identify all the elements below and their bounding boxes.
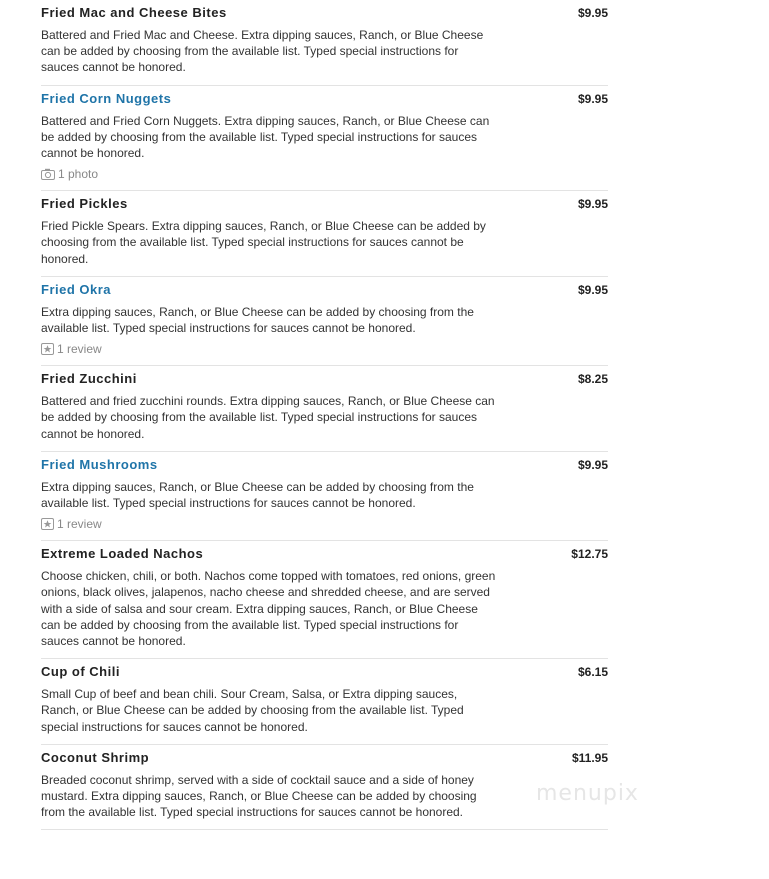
- menu-item: [41, 86, 608, 192]
- star-icon: [41, 518, 54, 530]
- item-description: Extra dipping sauces, Ranch, or Blue Cheese can be added by choosing from the available list. Typed special instructions for sauces cannot be honored.: [41, 479, 474, 511]
- item-name: Fried Zucchini: [41, 371, 137, 387]
- item-price: $9.95: [577, 457, 608, 472]
- photo-count: 1 photo: [58, 167, 99, 182]
- watermark-logo: menupix: [536, 781, 639, 806]
- item-price: $12.75: [571, 547, 608, 562]
- item-description: Extra dipping sauces, Ranch, or Blue Cheese can be added by choosing from the available list. Typed special instructions for sauces cannot be honored.: [41, 304, 474, 336]
- item-description: Small Cup of beef and bean chili. Sour Cream, Salsa, or Extra dipping sauces, Ranch, or Blue Cheese can be added by choosing from the available list. Typed special instructions for sauces cannot be honored.: [41, 687, 464, 734]
- menu-item: [41, 191, 608, 277]
- item-name: Coconut Shrimp: [41, 749, 150, 765]
- item-name: Fried Pickles: [41, 196, 128, 212]
- star-icon: [41, 343, 54, 355]
- item-description: Choose chicken, chili, or both. Nachos come topped with tomatoes, red onions, green onions, black olives, jalapenos, nacho cheese and shredded cheese, and are served with a side of salsa and sour cream. Extra dipping sauces, Ranch, or Blue Cheese can be added by choosing from the available list. Typed special instructions for sauces cannot be honored.: [41, 569, 496, 649]
- item-price: $9.95: [577, 6, 608, 20]
- item-name: Fried Mac and Cheese Bites: [41, 5, 227, 20]
- item-name-link[interactable]: Fried Corn Nuggets: [41, 90, 172, 106]
- menu-item: [41, 366, 608, 452]
- item-price: $9.95: [577, 91, 608, 106]
- item-price: $6.15: [577, 665, 608, 680]
- item-name-link[interactable]: Fried Okra: [41, 281, 112, 297]
- item-name: Extreme Loaded Nachos: [41, 546, 204, 562]
- item-description: Battered and Fried Mac and Cheese. Extra dipping sauces, Ranch, or Blue Cheese can be added by choosing from the available list. Typed special instructions for sauces cannot be honored.: [41, 28, 484, 75]
- item-price: $8.25: [577, 372, 608, 387]
- menu-item: [41, 541, 608, 659]
- photo-link[interactable]: [41, 167, 608, 181]
- menu-item: [41, 452, 608, 541]
- menu-list: [41, 0, 608, 830]
- item-description: Battered and Fried Corn Nuggets. Extra dipping sauces, Ranch, or Blue Cheese can be added by choosing from the available list. Typed special instructions for sauces cannot be honored.: [41, 113, 490, 161]
- item-description: Battered and fried zucchini rounds. Extra dipping sauces, Ranch, or Blue Cheese can be added by choosing from the available list. Typed special instructions for sauces cannot be honored.: [41, 394, 495, 441]
- menu-item: [41, 277, 608, 366]
- item-price: $9.95: [577, 282, 608, 297]
- review-link[interactable]: [41, 342, 608, 356]
- menu-item: [41, 659, 608, 745]
- review-count: 1 review: [57, 517, 102, 532]
- item-description: Fried Pickle Spears. Extra dipping sauces, Ranch, or Blue Cheese can be added by choosing from the available list. Typed special instructions for sauces cannot be honored.: [41, 219, 486, 266]
- review-link[interactable]: [41, 517, 608, 531]
- camera-icon: [41, 168, 55, 180]
- item-price: $9.95: [577, 197, 608, 212]
- item-name-link[interactable]: Fried Mushrooms: [41, 456, 158, 472]
- item-name: Cup of Chili: [41, 664, 120, 680]
- review-count: 1 review: [57, 342, 102, 357]
- item-price: $11.95: [571, 750, 608, 765]
- menu-item: [41, 0, 608, 86]
- menu-item: [41, 745, 608, 831]
- item-description: Breaded coconut shrimp, served with a side of cocktail sauce and a side of honey mustard. Extra dipping sauces, Ranch, or Blue Cheese can be added by choosing from the available list. Typed special instructions for sauces cannot be honored.: [41, 772, 477, 820]
